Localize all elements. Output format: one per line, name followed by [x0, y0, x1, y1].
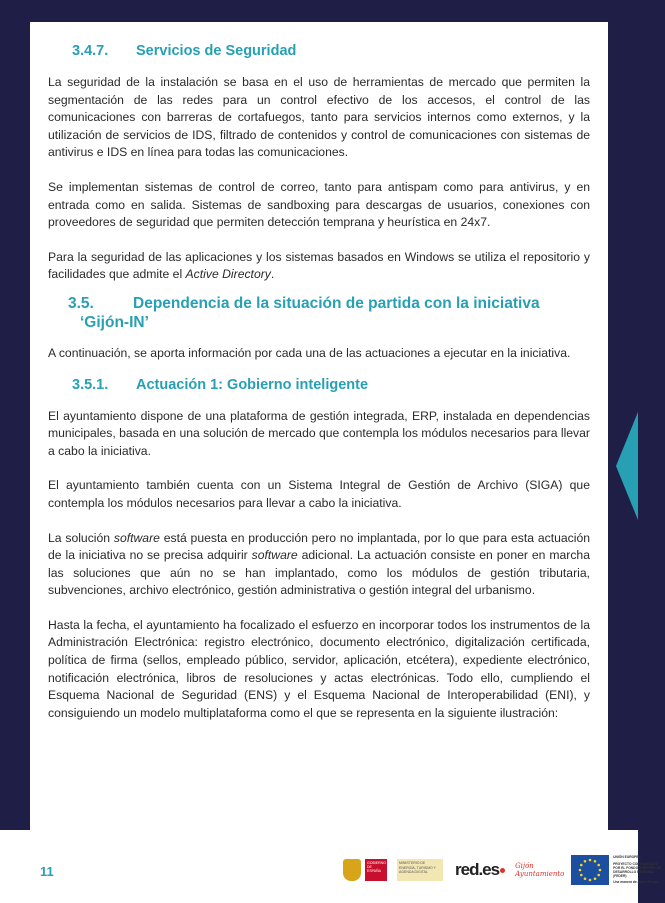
gijon-logo [515, 862, 565, 878]
heading-number: 3.4.7. [72, 43, 109, 59]
heading-number: 3.5. [68, 294, 94, 312]
coat-of-arms-icon [343, 859, 361, 881]
heading-3-4-7 [48, 42, 590, 60]
redes-logo [455, 860, 505, 880]
page-number: 11 [40, 864, 54, 879]
paragraph-erp: El ayuntamiento dispone de una plataforma de gestión integrada, ERP, instalada en dependencias municipales, basada en una solución de mercado que contempla los módulos necesarios para llevar a cabo la iniciativa. [48, 408, 590, 458]
ministerio-logo [397, 859, 445, 881]
redes-label: red.es [455, 860, 500, 879]
heading-number: 3.5.1. [72, 376, 109, 393]
heading-title: Actuación 1: Gobierno inteligente [136, 376, 369, 393]
paragraph-administracion: Hasta la fecha, el ayuntamiento ha focalizado el esfuerzo en incorporar todos los instrumentos de la Administración Electrónica: registro electrónico, documento electrónico, digitalización certificada, política de firma (sellos, empleado público, servidor, aplicación, etcétera), expediente electrónico, notificación electrónica, libros de resoluciones y actas electrónicas. Todo ello, cumpliendo el Esquema Nacional de Seguridad (ENS) y el Esquema Nacional de Interoperabilidad (ENI), y consiguiendo un modelo multiplataforma como el que se representa en la siguiente ilustración: [48, 617, 590, 720]
gijon-label: Gijón Ayuntamiento [515, 862, 565, 878]
heading-title: Servicios de Seguridad [136, 43, 297, 59]
gobierno-logo [343, 859, 387, 881]
footer [0, 830, 662, 903]
heading-title-line2: ‘Gijón-IN’ [80, 313, 149, 331]
paragraph-software: La solución software está puesta en producción pero no implantada, por lo que para esta actuación de la iniciativa no se precisa adquirir software adicional. La actuación consiste en poner en marcha las soluciones que aún no se han implantado, como los módulos de gestión tributaria, subvenciones, archivo electrónico, gestión administrativa o gestión integral del urbanismo. [48, 530, 590, 598]
document-page [30, 22, 608, 830]
heading-title-line1: Dependencia de la situación de partida con la iniciativa [133, 294, 540, 312]
heading-3-5-1 [48, 376, 590, 394]
eu-logo [571, 855, 665, 885]
eu-flag-icon [571, 855, 609, 885]
eu-title: UNIÓN EUROPEA [613, 855, 641, 860]
footer-logos [343, 852, 665, 888]
paragraph-seguridad-3: Para la seguridad de las aplicaciones y los sistemas basados en Windows se utiliza el repositorio y facilidades que admite el Active Directory. [48, 249, 590, 282]
paragraph-intro: A continuación, se aporta información por cada una de las actuaciones a ejecutar en la iniciativa. [48, 345, 571, 360]
content [48, 42, 590, 722]
ministerio-label: MINISTERIO DE ENERGÍA, TURISMO Y AGENDA DIGITAL [397, 859, 443, 881]
eu-text [613, 855, 665, 884]
side-tab [616, 412, 638, 520]
paragraph-seguridad-2: Se implementan sistemas de control de correo, tanto para antispam como para antivirus, y en entrada como en salida. Sistemas de sandboxing para descargas de usuarios, conexiones con proveedores de seguridad que permiten detección temprana y heurística en 24x7. [48, 179, 590, 230]
eu-subtitle: PROYECTO COFINANCIADO POR EL FONDO EUROPEO DE DESARROLLO REGIONAL (FEDER) [613, 861, 662, 879]
eu-motto: Una manera de hacer Europa [613, 880, 659, 885]
paragraph-siga: El ayuntamiento también cuenta con un Sistema Integral de Gestión de Archivo (SIGA) que contempla los módulos necesarios para llevar a cabo la iniciativa. [48, 478, 590, 510]
gobierno-label: GOBIERNO DE ESPAÑA [365, 859, 387, 881]
paragraph-seguridad-1: La seguridad de la instalación se basa en el uso de herramientas de mercado que permiten la segmentación de las redes para un control efectivo de los accesos, el control de las comunicaciones con barreras de cortafuegos, tanto para servicios internos como externos, y la utilización de servicios de IDS, filtrado de contenidos y control de comunicaciones con sistemas de antivirus e IDS en línea para todas las comunicaciones. [48, 75, 590, 160]
redes-dot-icon [500, 868, 505, 873]
heading-3-5 [48, 294, 590, 332]
